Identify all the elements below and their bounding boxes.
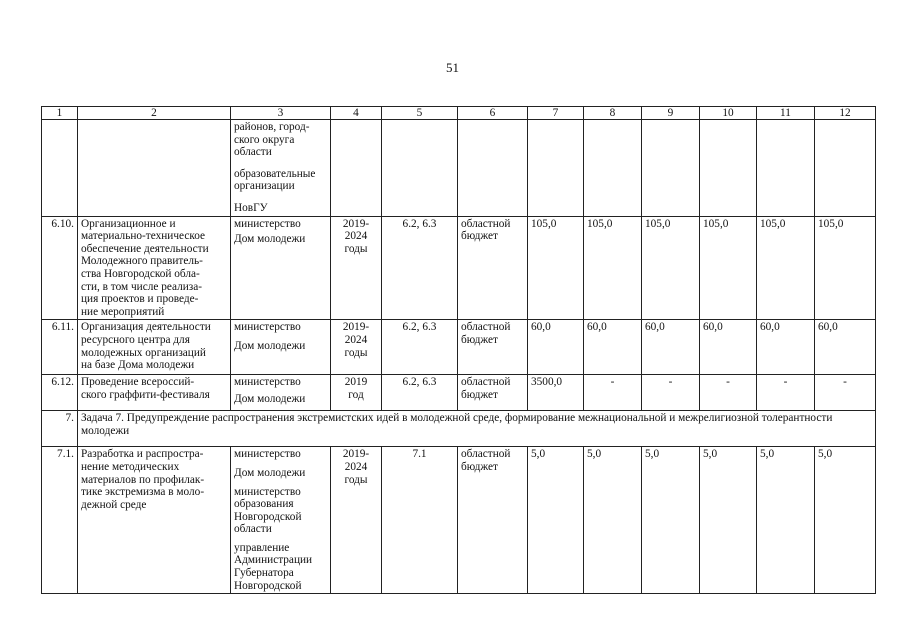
name-line: Организационное и <box>81 217 176 230</box>
executors-cell <box>231 216 331 320</box>
column-header: 12 <box>815 107 876 120</box>
column-numbers-row <box>42 107 876 120</box>
name-line: Организация деятельности <box>81 321 211 334</box>
amount-cell: 5,0 <box>584 447 642 594</box>
years-cell <box>331 320 382 375</box>
amount-cell: 5,0 <box>757 447 815 594</box>
amount-cell: 105,0 <box>528 216 584 320</box>
name-line: тике экстремизма в моло- <box>81 486 205 499</box>
activity-name <box>78 320 231 375</box>
task-description: Задача 7. Предупреждение распространения экстремистских идей в молодежной среде, формирование межнациональной и межрелигиозной толерантности молодежи <box>78 411 876 447</box>
name-line: на базе Дома молодежи <box>81 359 195 372</box>
executor-line: районов, город- <box>234 121 310 133</box>
table-row-7-1 <box>42 447 876 594</box>
funding-source-cell <box>458 216 528 320</box>
amount-cell: - <box>757 375 815 411</box>
amount-cell: 5,0 <box>700 447 757 594</box>
executor-line: организации <box>234 180 295 193</box>
executor-line: управление <box>234 541 290 554</box>
name-cell <box>78 120 231 217</box>
funding-source-cell <box>458 320 528 375</box>
activity-plan-table <box>41 106 876 594</box>
name-line: нение методических <box>81 460 180 473</box>
funding-source-cell <box>458 447 528 594</box>
amount-cell: 5,0 <box>528 447 584 594</box>
executor-line: Губернатора <box>234 567 294 580</box>
funding-source-cell <box>458 375 528 411</box>
amount-cell: - <box>700 375 757 411</box>
column-header: 1 <box>42 107 78 120</box>
executor-line: образования <box>234 498 294 511</box>
amount-cell: 105,0 <box>757 216 815 320</box>
executor-line: Дом молодежи <box>234 233 306 246</box>
name-line: Разработка и распростра- <box>81 448 204 461</box>
name-line: молодежных организаций <box>81 346 206 359</box>
amount-cell: 105,0 <box>584 216 642 320</box>
executor-line: министерство <box>234 376 301 389</box>
executor-line: Администрации <box>234 554 313 567</box>
executors-cell <box>231 120 331 217</box>
amount-cell: 60,0 <box>642 320 700 375</box>
amount-cell: - <box>815 375 876 411</box>
executors-cell <box>231 447 331 594</box>
years-line: 2024 <box>344 460 368 473</box>
executor-line: Дом молодежи <box>234 339 306 352</box>
amount-cell: 105,0 <box>642 216 700 320</box>
num-cell <box>42 120 78 217</box>
name-line: ресурсного центра для <box>81 333 190 346</box>
column-header: 9 <box>642 107 700 120</box>
column-header: 8 <box>584 107 642 120</box>
name-line: материально-техническое <box>81 230 206 243</box>
name-line: Молодежного правитель- <box>81 255 203 268</box>
name-line: сти, в том числе реализа- <box>81 280 203 293</box>
amount-cell: 60,0 <box>815 320 876 375</box>
executor-line: министерство <box>234 485 301 498</box>
name-line: обеспечение деятельности <box>81 242 209 255</box>
table-row-6-11 <box>42 320 876 375</box>
source-line: бюджет <box>461 460 498 473</box>
executor-line: области <box>234 146 272 159</box>
amount-cell: 105,0 <box>815 216 876 320</box>
targets-cell: 6.2, 6.3 <box>382 320 458 375</box>
source-line: областной <box>461 321 511 334</box>
source-line: бюджет <box>461 333 498 346</box>
executor-line: Дом молодежи <box>234 392 306 405</box>
table-row-6-10 <box>42 216 876 320</box>
years-cell <box>331 216 382 320</box>
executor-line: министерство <box>234 321 301 334</box>
name-line: дежной среде <box>81 498 147 511</box>
executor-line: Новгородской <box>234 579 302 592</box>
source-line: бюджет <box>461 388 498 401</box>
task-row-7 <box>42 411 876 447</box>
amount-cell: 3500,0 <box>528 375 584 411</box>
years-line: 2024 <box>344 333 368 346</box>
column-header: 10 <box>700 107 757 120</box>
column-header: 5 <box>382 107 458 120</box>
column-header: 7 <box>528 107 584 120</box>
source-line: областной <box>461 376 511 389</box>
activity-name <box>78 216 231 320</box>
executor-line: министерство <box>234 448 301 461</box>
executor-line: НовГУ <box>234 201 268 214</box>
source-line: бюджет <box>461 230 498 243</box>
activity-name <box>78 375 231 411</box>
name-line: ние мероприятий <box>81 305 165 318</box>
column-header: 3 <box>231 107 331 120</box>
amount-cell: 105,0 <box>700 216 757 320</box>
amount-cell: 60,0 <box>584 320 642 375</box>
executor-line: Новгородской <box>234 510 302 523</box>
name-line: ского граффити-фестиваля <box>81 388 210 401</box>
executors-cell <box>231 375 331 411</box>
source-line: областной <box>461 217 511 230</box>
executor-line: министерство <box>234 217 301 230</box>
years-cell <box>331 447 382 594</box>
years-line: 2019- <box>342 217 370 230</box>
row-number: 6.11. <box>42 320 78 375</box>
executors-cell <box>231 320 331 375</box>
executor-line: Дом молодежи <box>234 466 306 479</box>
amount-cell: 60,0 <box>700 320 757 375</box>
row-number: 6.10. <box>42 216 78 320</box>
executor-line: области <box>234 523 272 536</box>
page-number: 51 <box>446 60 459 75</box>
name-line: материалов по профилак- <box>81 473 205 486</box>
amount-cell: 5,0 <box>815 447 876 594</box>
column-header: 6 <box>458 107 528 120</box>
targets-cell: 6.2, 6.3 <box>382 375 458 411</box>
years-line: год <box>348 388 364 401</box>
amount-cell: - <box>584 375 642 411</box>
years-line: годы <box>344 473 368 486</box>
row-number: 7. <box>42 411 78 447</box>
table-row-6-12 <box>42 375 876 411</box>
targets-cell: 6.2, 6.3 <box>382 216 458 320</box>
executor-line: ского округа <box>234 133 295 146</box>
amount-cell: 60,0 <box>528 320 584 375</box>
source-line: областной <box>461 448 511 461</box>
row-number: 6.12. <box>42 375 78 411</box>
years-line: 2024 <box>344 230 368 243</box>
targets-cell: 7.1 <box>382 447 458 594</box>
name-line: ства Новгородской обла- <box>81 267 200 280</box>
name-line: ция проектов и проведе- <box>81 293 199 306</box>
years-line: годы <box>344 242 368 255</box>
amount-cell: 5,0 <box>642 447 700 594</box>
years-line: 2019 <box>344 376 368 389</box>
amount-cell: 60,0 <box>757 320 815 375</box>
name-line: Проведение всероссий- <box>81 376 195 389</box>
table-row-continuation <box>42 120 876 217</box>
years-line: 2019- <box>342 321 370 334</box>
activity-name <box>78 447 231 594</box>
column-header: 4 <box>331 107 382 120</box>
column-header: 2 <box>78 107 231 120</box>
years-cell <box>331 375 382 411</box>
row-number: 7.1. <box>42 447 78 594</box>
executor-line: образовательные <box>234 167 316 180</box>
years-line: 2019- <box>342 448 370 461</box>
column-header: 11 <box>757 107 815 120</box>
amount-cell: - <box>642 375 700 411</box>
years-line: годы <box>344 346 368 359</box>
